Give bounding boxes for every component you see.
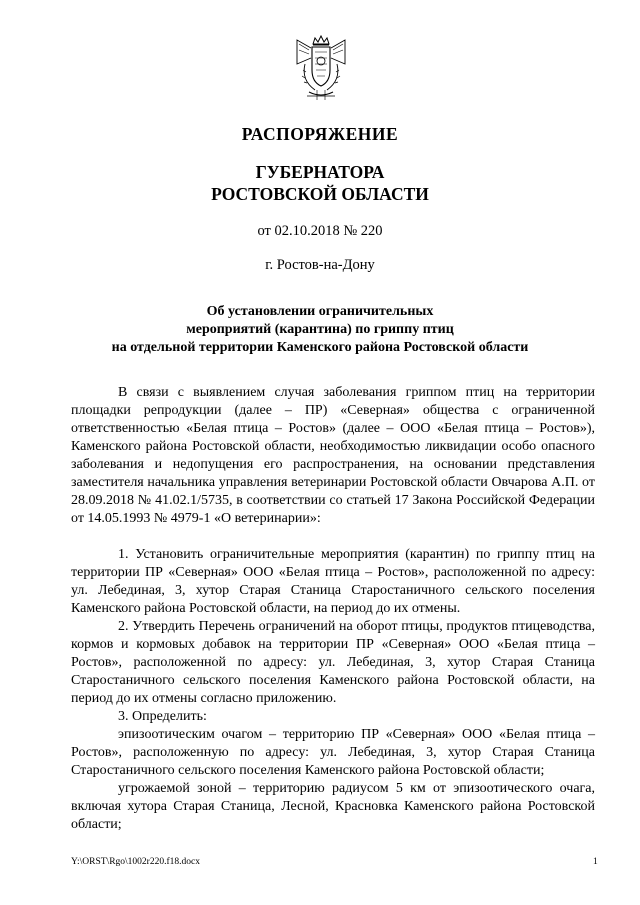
item-1-paragraph: 1. Установить ограничительные мероприятия (карантин) по гриппу птиц на территории ПР «Северная» ООО «Белая птица – Ростов», расположенной по адресу: ул. Лебединая, 3, хутор Старая Станица Старостаничного сельского поселения Каменского района Ростовской области, на период до их отмены.: [71, 547, 595, 616]
issuer-line-1: ГУБЕРНАТОРА: [255, 162, 385, 182]
item-3a-paragraph: эпизоотическим очагом – территорию ПР «Северная» ООО «Белая птица – Ростов», расположенную по адресу: ул. Лебединая, 3, хутор Старая Станица Старостаничного сельского поселения Каменского района Ростовской области;: [71, 727, 595, 778]
date-number: от 02.10.2018 № 220: [257, 223, 383, 239]
title-line-3: на отдельной территории Каменского района Ростовской области: [111, 340, 529, 355]
item-3b-paragraph: угрожаемой зоной – территорию радиусом 5 км от эпизоотического очага, включая хутора Старая Станица, Лесной, Красновка Каменского района Ростовской области;: [71, 781, 595, 832]
coat-of-arms-emblem: [293, 34, 349, 102]
preamble-section: [71, 384, 595, 528]
item-2-paragraph: 2. Утвердить Перечень ограничений на оборот птицы, продуктов птицеводства, кормов и кормовых добавок на территории ПР «Северная» ООО «Белая птица – Ростов», расположенной по адресу: ул. Лебединая, 3, хутор Старая Станица Старостаничного сельского поселения Каменского района Ростовской области, на период до их отмены согласно приложению.: [71, 619, 595, 706]
preamble-paragraph: В связи с выявлением случая заболевания гриппом птиц на территории площадки репродукции (далее – ПР) «Северная» общества с ограниченной ответственностью «Белая птица – Ростов» (далее – ООО «Белая птица – Ростов»), Каменского района Ростовской области, необходимостью ликвидации особо опасного заболевания и недопущения его распространения, на основании представления заместителя начальника управления ветеринарии Ростовской области Овчарова А.П. от 28.09.2018 № 41.02.1/5735, в соответствии со статьей 17 Закона Российской Федерации от 14.05.1993 № 4979-1 «О ветеринарии»:: [71, 385, 595, 526]
footer-page-number: 1: [593, 857, 598, 867]
title-line-1: Об установлении ограничительных: [206, 304, 434, 319]
city: г. Ростов-на-Дону: [265, 257, 375, 273]
item-3-paragraph: 3. Определить:: [118, 709, 207, 724]
footer-file-path: Y:\ORST\Rgo\1002r220.f18.docx: [71, 857, 200, 867]
issuer-line-2: РОСТОВСКОЙ ОБЛАСТИ: [211, 184, 429, 204]
document-type: РАСПОРЯЖЕНИЕ: [241, 124, 399, 144]
title-line-2: мероприятий (карантина) по гриппу птиц: [186, 322, 454, 337]
order-items-section: [71, 546, 595, 834]
